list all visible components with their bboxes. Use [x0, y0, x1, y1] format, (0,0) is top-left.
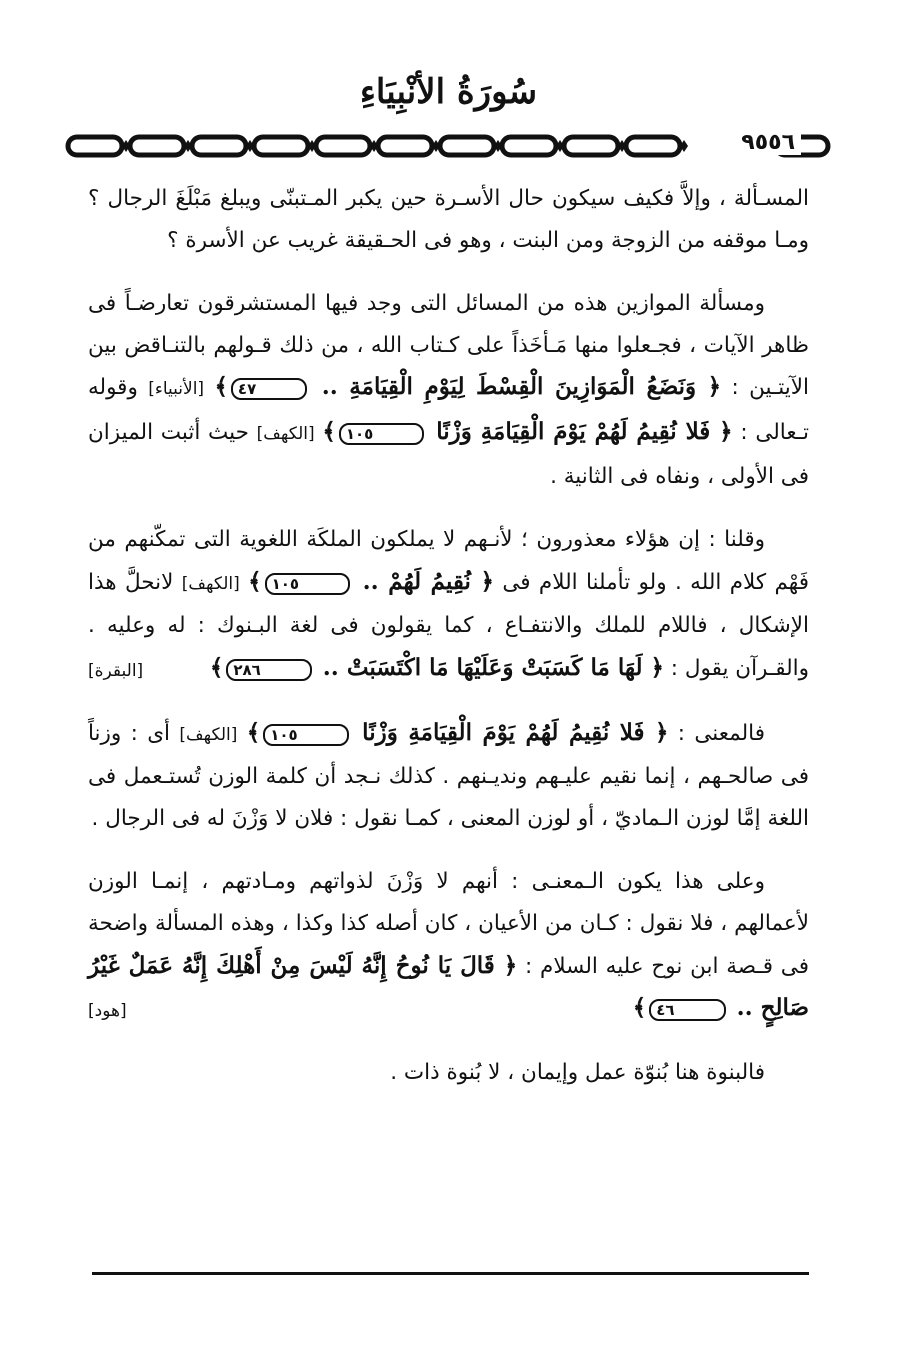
text-run: وقوله تـعالى :: [88, 375, 810, 445]
paragraph-5: [88, 861, 809, 1029]
text-run: لانحلَّ هذا الإشكال ، فاللام للملك والانتفـاع ، كما يقولون فى لغة البـنوك : له وعليه . والقـرآن يقول :: [88, 569, 809, 681]
footer-rule: [92, 1272, 809, 1275]
surah-reference: [الكهف]: [179, 724, 238, 745]
verse-close-bracket: ﴾: [209, 653, 224, 681]
text-run: وقلنا : إن هؤلاء معذورون ؛ لأنـهم لا يملكون الملكَة اللغوية التى تمكّنهم من فَهْم كلام الله . ولو تأملنا اللام فى: [88, 527, 809, 595]
verse-close-bracket: ﴾: [248, 567, 262, 595]
surah-title: سُورَةُ الأنْبِيَاءِ: [359, 72, 538, 112]
surah-reference: [الكهف]: [256, 423, 315, 444]
text-run: حيث أثبت الميزان فى الأولى ، ونفاه فى الثانية .: [88, 419, 809, 489]
ayah-number: ١٠٥: [339, 423, 424, 445]
ayah-number: ١٠٥: [263, 724, 348, 746]
text-run: فالمعنى :: [677, 720, 765, 746]
quran-verse: ﴿ قَالَ يَا نُوحُ إِنَّهُ لَيْسَ مِنْ أَهْلِكَ إِنَّهُ عَمَلٌ غَيْرُ صَالِحٍ ..: [88, 951, 809, 1022]
paragraph-4: [88, 712, 809, 840]
text-run: أى : وزناً فى صالحـهم ، إنما نقيم عليـهم ونديـنهم . كذلك نـجد أن كلمة الوزن تُستـعمل فى اللغة إمَّا لوزن الـماديّ ، أو لوزن المعنى ، كمـا نقول : فلان لا وَزْنَ له فى الرجال .: [88, 720, 809, 831]
quran-verse: ﴿ وَنَضَعُ الْمَوَازِينَ الْقِسْطَ لِيَوْمِ الْقِيَامَةِ ..: [310, 373, 722, 401]
verse-close-bracket: ﴾: [246, 718, 261, 746]
text-run: ومسألة الموازين هذه من المسائل التى وجد فيها المستشرقون تعارضـاً فى ظاهر الآيات ، فجـعلوا منها مَـأخَذاً على كـتاب الله ، من ذلك قـولهم بالتنـاقض بين الآيتـين :: [88, 291, 809, 401]
ornament-border: [64, 132, 832, 160]
ayah-number: ٢٨٦: [226, 659, 311, 681]
paragraph-3: [88, 519, 809, 689]
paragraph-2: [88, 283, 809, 497]
surah-reference: [الأنبياء]: [148, 379, 205, 400]
quran-verse: ﴿ فَلا نُقِيمُ لَهُمْ يَوْمَ الْقِيَامَةِ وَزْنًا: [427, 417, 733, 445]
ayah-number: ١٠٥: [265, 573, 350, 595]
paragraph-1: المسـألة ، وإلاَّ فكيف سيكون حال الأسـرة حين يكبر المـتبنّى ويبلغ مَبْلَغَ الرجال ؟ ومـا موقفه من الزوجة ومن البنت ، وهو فى الحـقيقة غريب عن الأسرة ؟: [88, 186, 809, 253]
ayah-number: ٤٧: [231, 378, 307, 400]
surah-reference: [الكهف]: [181, 573, 240, 594]
ayah-number: ٤٦: [649, 999, 725, 1021]
page-number: ٩٥٥٦: [735, 130, 801, 155]
quran-verse: ﴿ لَهَا مَا كَسَبَتْ وَعَلَيْهَا مَا اكْتَسَبَتْ ..: [314, 653, 664, 681]
body-text: [88, 178, 809, 1115]
paragraph-6: فالبنوة هنا بُنوّة عمل وإيمان ، لا بُنوة ذات .: [390, 1059, 765, 1085]
surah-reference: [البقرة]: [88, 660, 144, 681]
quran-verse: ﴿ فَلا نُقِيمُ لَهُمْ يَوْمَ الْقِيَامَةِ وَزْنًا: [351, 718, 669, 746]
quran-verse: ﴿ نُقِيمُ لَهُمْ ..: [353, 567, 494, 595]
text-run: وعلى هذا يكون الـمعنـى : أنهم لا وَزْنَ لذواتهم ومـادتهم ، إنمـا الوزن لأعمالهم ، فلا نقول : كـان من الأعيان ، كان أصله كذا وكذا ، وهذه المسألة واضحة فى قـصة ابن نوح عليه السلام :: [88, 869, 809, 979]
surah-reference: [هود]: [88, 1001, 127, 1022]
verse-close-bracket: ﴾: [214, 373, 228, 401]
verse-close-bracket: ﴾: [322, 417, 336, 445]
verse-close-bracket: ﴾: [632, 994, 647, 1022]
